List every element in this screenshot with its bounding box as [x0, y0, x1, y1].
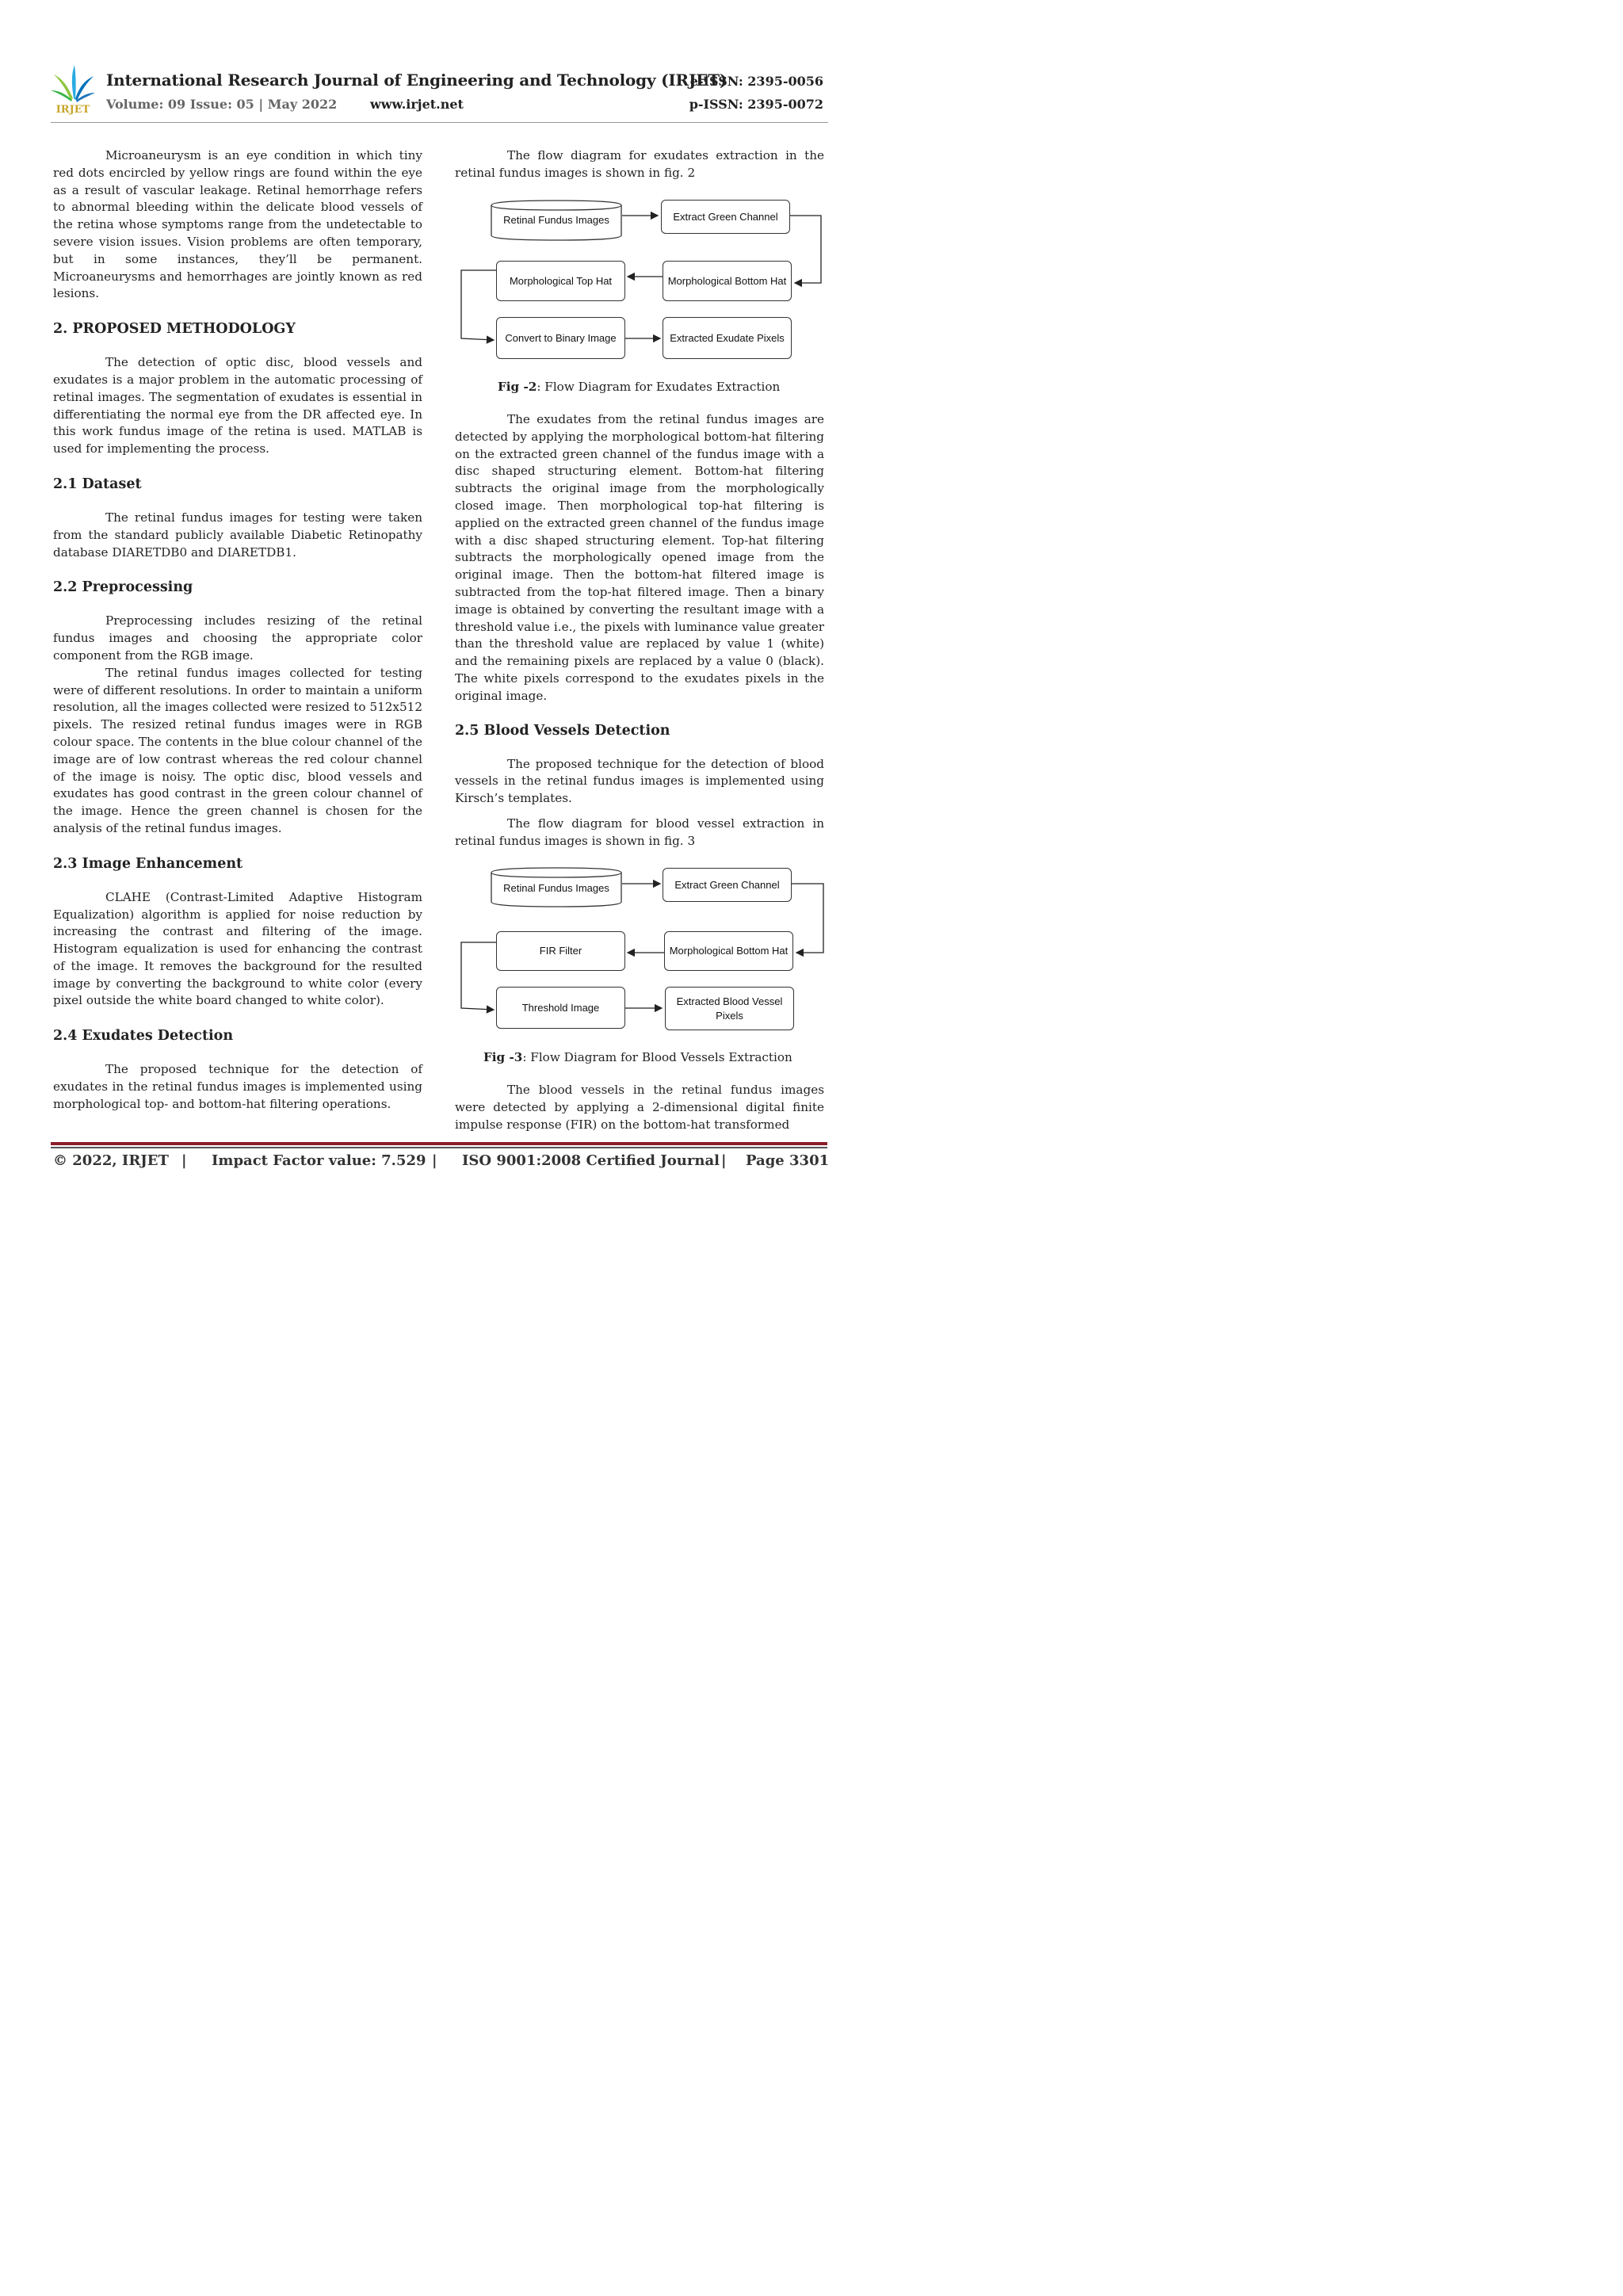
- enhancement-paragraph: CLAHE (Contrast-Limited Adaptive Histogram Equalization) algorithm is applied for noise reduction by increasing the contrast and filtering of the image. Histogram equalization is used for enhancing the contrast of the image. It removes the background for the resulted image by converting the background to white color (every pixel outside the white board changed to white color).: [53, 889, 422, 1008]
- figure-3-flow-diagram: [455, 864, 827, 1038]
- heading-preprocessing: 2.2 Preprocessing: [53, 579, 193, 596]
- left-column: [53, 147, 422, 1114]
- fig3-node-blood-vessel-pixels: Extracted Blood Vessel Pixels: [665, 987, 794, 1030]
- fig2-arrow-2: [789, 216, 821, 283]
- fig2-caption-label: Fig -2: [498, 380, 537, 394]
- exudates-detail-paragraph: The exudates from the retinal fundus images are detected by applying the morphological bottom-hat filtering on the extracted green channel of the fundus image with a disc shaped structuring element. Bottom-hat filtering subtracts the original image from the morphologically closed image. Then morphological top-hat filtering is applied on the extracted green channel of the fundus image with a disc shaped structuring element. Top-hat filtering subtracts the morphologically opened image from the original image. Then the bottom-hat filtered image is subtracted from the top-hat filtered image. Then a binary image is obtained by converting the resultant image with a threshold value i.e., the pixels with luminance value greater than the threshold value are replaced by value 1 (white) and the remaining pixels are replaced by a value 0 (black). The white pixels correspond to the exudates pixels in the original image.: [455, 412, 824, 703]
- svg-text:IRJET: IRJET: [55, 104, 90, 116]
- footer-iso: ISO 9001:2008 Certified Journal: [462, 1152, 720, 1169]
- fig2-node-exudate-pixels: Extracted Exudate Pixels: [663, 317, 792, 359]
- dataset-paragraph: The retinal fundus images for testing were taken from the standard publicly available Diabetic Retinopathy database DIARETDB0 and DIARETDB1.: [53, 510, 422, 560]
- fig3-node-fir-filter: FIR Filter: [496, 931, 625, 971]
- fig3-node-extract-green: Extract Green Channel: [663, 868, 792, 902]
- blood-paragraph-3: The blood vessels in the retinal fundus images were detected by applying a 2-dimensional digital finite impulse response (FIR) on the bottom-hat transformed: [455, 1083, 824, 1132]
- footer-rule-red: [51, 1142, 827, 1145]
- footer-copyright: © 2022, IRJET: [53, 1152, 169, 1169]
- fig2-arrow-4: [461, 270, 496, 340]
- fig3-node-threshold: Threshold Image: [496, 987, 625, 1029]
- footer-rule-gray: [51, 1147, 827, 1148]
- e-issn: e-ISSN: 2395-0056: [689, 74, 823, 89]
- volume-issue: Volume: 09 Issue: 05 | May 2022: [106, 97, 338, 112]
- fig3-arrow-2: [792, 884, 823, 953]
- blood-paragraph-1: The proposed technique for the detection of blood vessels in the retinal fundus images is implemented using Kirsch’s templates.: [455, 756, 824, 806]
- fig3-arrow-4: [461, 942, 496, 1010]
- footer-impact-factor: Impact Factor value: 7.529: [212, 1152, 426, 1169]
- intro-paragraph: Microaneurysm is an eye condition in which tiny red dots encircled by yellow rings are found within the eye as a result of vascular leakage. Retinal hemorrhage refers to abnormal bleeding within the delicate blood vessels of the retina whose symptoms range from the undetectable to severe vision issues. Vision problems are often temporary, but in some instances, they’ll be permanent. Microaneurysms and hemorrhages are jointly known as red lesions.: [53, 148, 422, 301]
- exudates-paragraph: The proposed technique for the detection of exudates in the retinal fundus images is implemented using morphological top- and bottom-hat filtering operations.: [53, 1062, 422, 1111]
- fig2-intro-paragraph: The flow diagram for exudates extraction in the retinal fundus images is shown in fig. 2: [455, 148, 824, 180]
- footer-separator-3: |: [721, 1152, 727, 1169]
- fig2-intro: [455, 147, 824, 182]
- footer-page-number: Page 3301: [746, 1152, 830, 1169]
- fig3-node-retinal-fundus: Retinal Fundus Images: [503, 882, 609, 894]
- journal-title: International Research Journal of Engineering and Technology (IRJET): [106, 71, 727, 90]
- fig2-node-top-hat: Morphological Top Hat: [496, 261, 625, 301]
- p-issn: p-ISSN: 2395-0072: [689, 97, 823, 112]
- footer-separator-1: |: [181, 1152, 187, 1169]
- right-column-end: [455, 1082, 824, 1133]
- heading-exudates: 2.4 Exudates Detection: [53, 1028, 234, 1045]
- heading-enhancement: 2.3 Image Enhancement: [53, 855, 243, 872]
- heading-blood-vessels: 2.5 Blood Vessels Detection: [455, 722, 670, 739]
- fig2-node-extract-green: Extract Green Channel: [661, 200, 790, 234]
- fig3-caption-text: : Flow Diagram for Blood Vessels Extraction: [522, 1050, 792, 1064]
- blood-paragraph-2: The flow diagram for blood vessel extraction in retinal fundus images is shown in fig. 3: [455, 816, 824, 848]
- irjet-logo: [49, 63, 97, 116]
- footer-separator-2: |: [432, 1152, 437, 1169]
- heading-methodology: 2. PROPOSED METHODOLOGY: [53, 321, 296, 338]
- fig2-caption-text: : Flow Diagram for Exudates Extraction: [537, 380, 781, 394]
- fig2-caption: [498, 380, 780, 394]
- fig2-node-bottom-hat: Morphological Bottom Hat: [663, 261, 792, 301]
- preprocessing-paragraph-2: The retinal fundus images collected for testing were of different resolutions. In order to maintain a uniform resolution, all the images collected were resized to 512x512 pixels. The resized retinal fundus images were in RGB colour space. The contents in the blue colour channel of the image are of low contrast whereas the red colour channel of the image is noisy. The optic disc, blood vessels and exudates has good contrast in the green colour channel of the image. Hence the green channel is chosen for the analysis of the retinal fundus images.: [53, 665, 422, 835]
- preprocessing-paragraph-1: Preprocessing includes resizing of the retinal fundus images and choosing the appropriate color component from the RGB image.: [53, 613, 422, 663]
- fig2-node-retinal-fundus: Retinal Fundus Images: [503, 214, 609, 226]
- methodology-paragraph: The detection of optic disc, blood vessels and exudates is a major problem in the automatic processing of retinal images. The segmentation of exudates is essential in differentiating the normal eye from the DR affected eye. In this work fundus image of the retina is used. MATLAB is used for implementing the process.: [53, 355, 422, 457]
- fig3-node-bottom-hat: Morphological Bottom Hat: [664, 931, 793, 971]
- fig3-caption-label: Fig -3: [483, 1050, 523, 1064]
- fig3-caption: [483, 1050, 792, 1064]
- heading-dataset: 2.1 Dataset: [53, 476, 142, 492]
- header-divider: [51, 122, 828, 123]
- figure-2-flow-diagram: [455, 194, 827, 369]
- website-link[interactable]: www.irjet.net: [370, 97, 464, 112]
- fig2-node-binary: Convert to Binary Image: [496, 317, 625, 359]
- right-column-body: [455, 411, 824, 850]
